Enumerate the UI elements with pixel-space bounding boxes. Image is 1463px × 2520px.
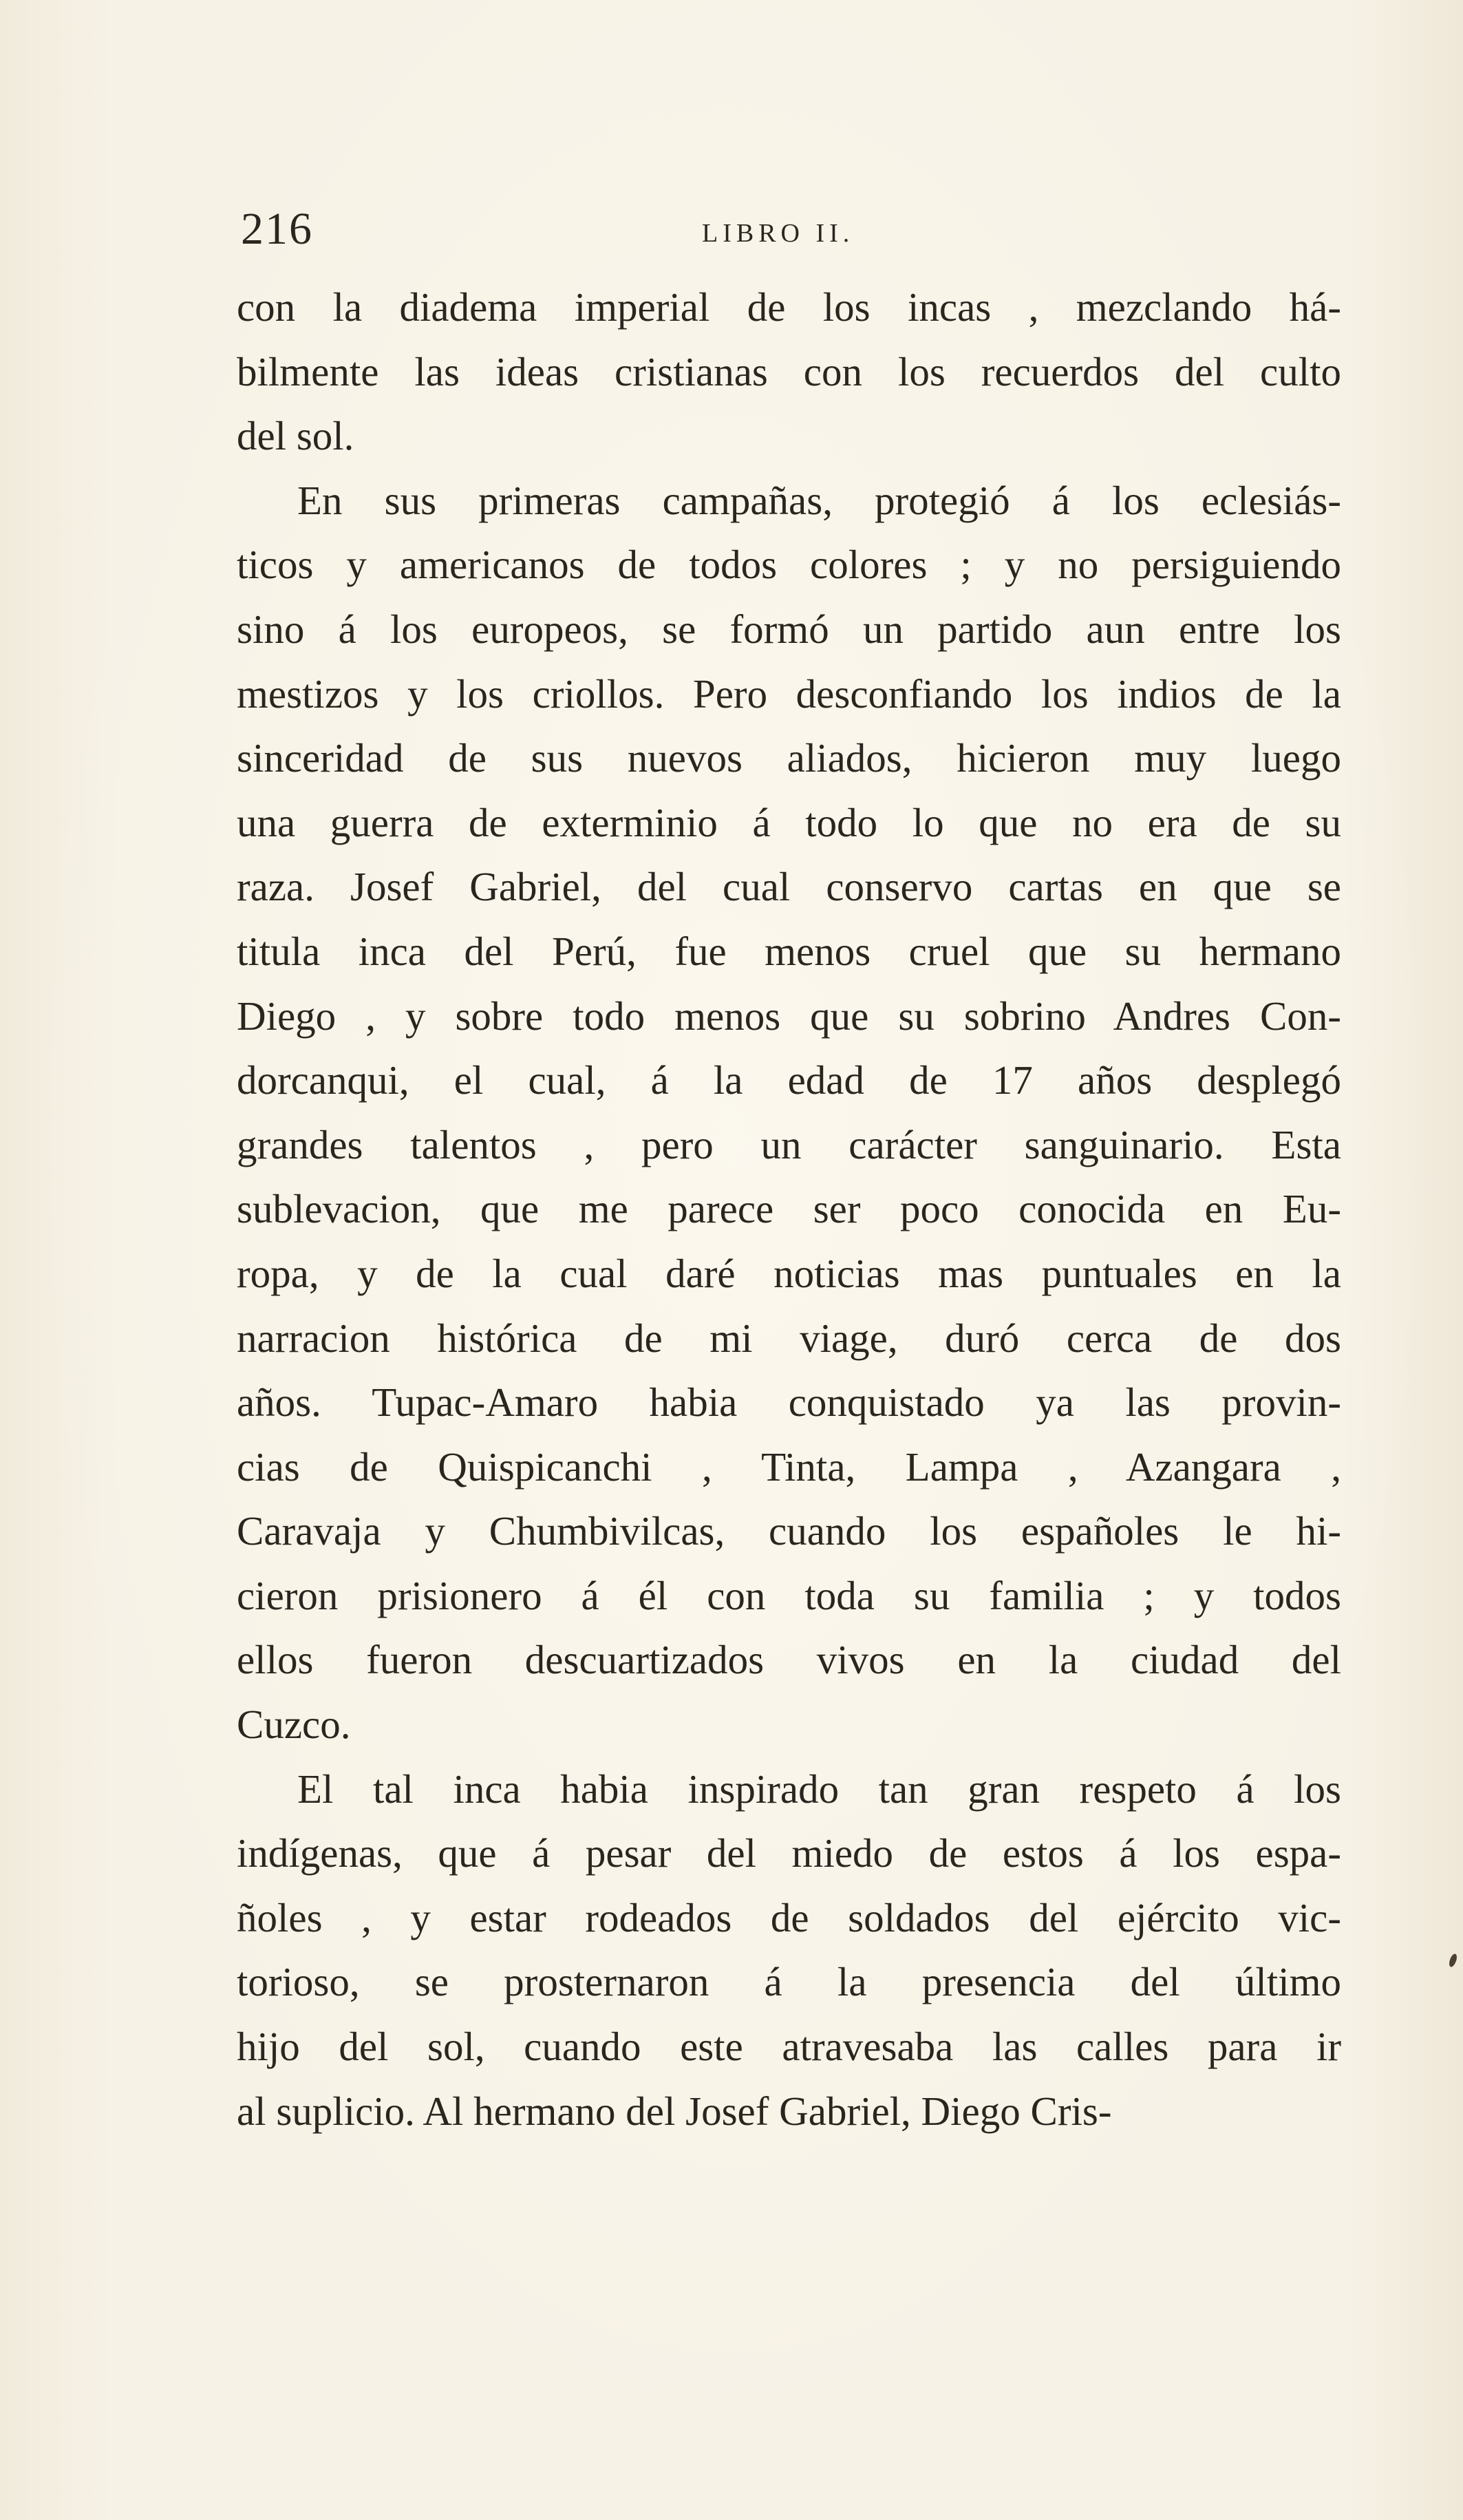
text-line: sinceridad de sus nuevos aliados, hicieron muy luego <box>237 735 1341 781</box>
text-line: raza. Josef Gabriel, del cual conservo cartas en que se <box>237 864 1341 910</box>
text-line: Caravaja y Chumbivilcas, cuando los españoles le hi- <box>237 1508 1341 1554</box>
text-line: bilmente las ideas cristianas con los recuerdos del culto <box>237 348 1341 394</box>
text-line: narracion histórica de mi viage, duró cerca de dos <box>237 1315 1341 1361</box>
text-line: una guerra de exterminio á todo lo que no era de su <box>237 799 1341 845</box>
text-line: titula inca del Perú, fue menos cruel que su hermano <box>237 928 1341 974</box>
text-line: al suplicio. Al hermano del Josef Gabriel, Diego Cris- <box>237 2088 1112 2134</box>
page-number: 216 <box>241 204 313 254</box>
text-line: del sol. <box>237 413 354 459</box>
text-line: ñoles , y estar rodeados de soldados del ejército vic- <box>237 1894 1341 1940</box>
page-header <box>241 203 1349 272</box>
text-line: indígenas, que á pesar del miedo de estos á los espa- <box>237 1830 1341 1876</box>
text-line: Diego , y sobre todo menos que su sobrino Andres Con- <box>237 993 1341 1039</box>
text-line: Cuzco. <box>237 1702 351 1748</box>
text-line: hijo del sol, cuando este atravesaba las calles para ir <box>237 2024 1341 2070</box>
text-line: torioso, se prosternaron á la presencia del último <box>237 1959 1341 2005</box>
text-line: con la diadema imperial de los incas , mezclando há- <box>237 284 1341 330</box>
text-line: ellos fueron descuartizados vivos en la ciudad del <box>237 1637 1341 1683</box>
text-line: grandes talentos , pero un carácter sanguinario. Esta <box>237 1121 1341 1167</box>
text-line: sublevacion, que me parece ser poco conocida en Eu- <box>237 1186 1341 1232</box>
running-head: LIBRO II. <box>702 219 855 248</box>
text-line: sino á los europeos, se formó un partido aun entre los <box>237 606 1341 652</box>
text-line: dorcanqui, el cual, á la edad de 17 años desplegó <box>237 1057 1341 1103</box>
body-text <box>237 275 1341 2143</box>
text-line: mestizos y los criollos. Pero desconfiando los indios de la <box>237 670 1341 717</box>
text-line: cias de Quispicanchi , Tinta, Lampa , Azangara , <box>237 1443 1341 1490</box>
text-line: En sus primeras campañas, protegió á los eclesiás- <box>297 477 1341 523</box>
text-line: ticos y americanos de todos colores ; y no persiguiendo <box>237 542 1341 588</box>
ink-speck <box>1448 1953 1458 1968</box>
text-line: El tal inca habia inspirado tan gran respeto á los <box>297 1766 1341 1812</box>
text-line: ropa, y de la cual daré noticias mas puntuales en la <box>237 1250 1341 1296</box>
text-line: cieron prisionero á él con toda su familia ; y todos <box>237 1572 1341 1618</box>
text-line: años. Tupac-Amaro habia conquistado ya las provin- <box>237 1379 1341 1426</box>
